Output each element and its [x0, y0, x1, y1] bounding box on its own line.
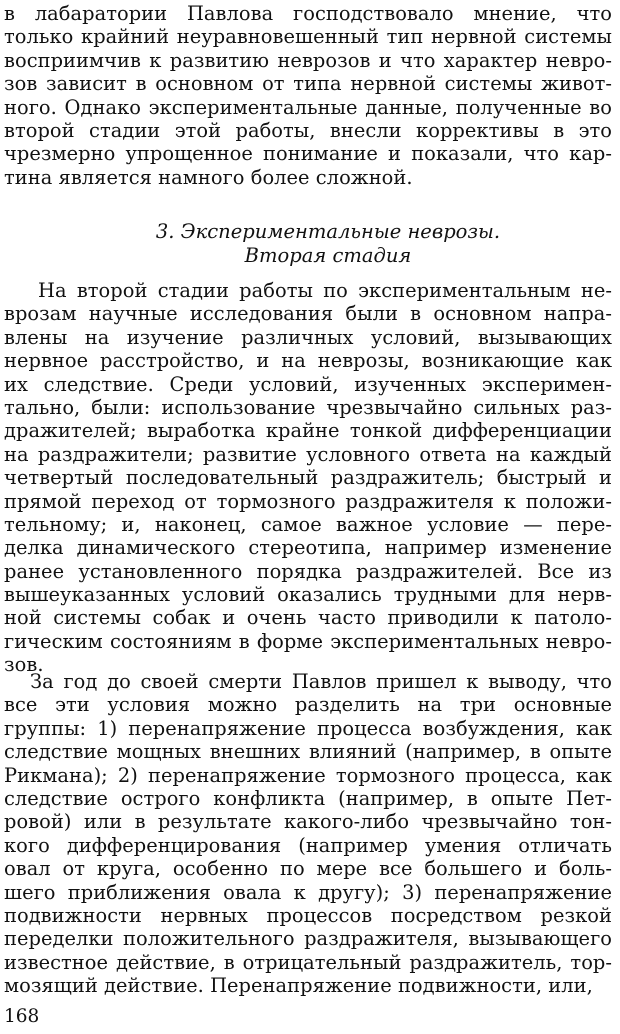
text-line: врозам научные исследования были в основном напра-	[4, 302, 612, 326]
text-line: тина является намного более сложной.	[4, 165, 413, 189]
text-line: следствие острого конфликта (например, в опыте Пет-	[4, 786, 612, 810]
text-line: в лабаратории Павлова господствовало мнение, что	[4, 2, 612, 25]
page-number: 168	[4, 1006, 40, 1027]
text-line: подвижности нервных процессов посредством резкой	[4, 903, 612, 927]
text-line: тельному; и, наконец, самое важное условие — пере-	[4, 512, 612, 536]
text-line: влены на изучение различных условий, вызывающих	[4, 325, 612, 349]
text-line: ранее установленного порядка раздражителей. Все из	[4, 559, 612, 583]
text-line: шего приближения овала к другу); 3) перенапряжение	[4, 880, 612, 904]
text-line: их следствие. Среди условий, изученных эксперимен-	[4, 372, 612, 396]
section-heading	[0, 220, 620, 267]
section-heading-title: 3. Экспериментальные неврозы.	[155, 220, 501, 243]
text-line: гическим состояниям в форме экспериментальных невро-	[4, 629, 612, 653]
text-line: зов.	[4, 653, 44, 677]
text-line: ной системы собак и очень часто приводили к патоло-	[4, 606, 612, 630]
text-line: на раздражители; развитие условного ответа на каждый	[4, 442, 612, 466]
text-line: дражителей; выработка крайне тонкой дифференциации	[4, 419, 612, 443]
text-line: Рикмана); 2) перенапряжение тормозного процесса, как	[4, 763, 612, 787]
text-line: овал от круга, особенно по мере все большего и боль-	[4, 857, 612, 881]
text-line: прямой переход от тормозного раздражителя к положи-	[4, 489, 612, 513]
text-line: кого дифференцирования (например умения отличать	[4, 833, 612, 857]
text-line: ровой) или в результате какого-либо чрезвычайно тон-	[4, 810, 612, 834]
section-heading-subtitle: Вторая стадия	[244, 243, 412, 267]
text-line: известное действие, в отрицательный раздражитель, тор-	[4, 950, 612, 974]
text-line: следствие мощных внешних влияний (например, в опыте	[4, 740, 612, 764]
text-line: мозящий действие. Перенапряжение подвижности, или,	[4, 974, 593, 998]
text-line: чрезмерно упрощенное понимание и показали, что кар-	[4, 142, 612, 166]
text-line: вышеуказанных условий оказались трудными для нерв-	[4, 583, 612, 607]
paragraph-pavlov-conclusion	[4, 670, 612, 997]
text-line: На второй стадии работы по экспериментальным не-	[38, 279, 612, 302]
paragraph-second-stage	[4, 279, 612, 677]
text-line: За год до своей смерти Павлов пришел к выводу, что	[30, 670, 612, 693]
text-line: только крайний неуравновешенный тип нервной системы	[4, 25, 612, 49]
text-line: переделки положительного раздражителя, вызывающего	[4, 927, 612, 951]
text-line: тально, были: использование чрезвычайно сильных раз-	[4, 395, 612, 419]
text-line: зов зависит в основном от типа нервной системы живот-	[4, 72, 612, 96]
text-line: все эти условия можно разделить на три основные	[4, 693, 612, 717]
text-line: нервное расстройство, и на неврозы, возникающие как	[4, 349, 612, 373]
paragraph-intro	[4, 2, 612, 189]
text-line: группы: 1) перенапряжение процесса возбуждения, как	[4, 716, 612, 740]
text-line: делка динамического стереотипа, например изменение	[4, 536, 612, 560]
text-line: ного. Однако экспериментальные данные, полученные во	[4, 95, 612, 119]
text-line: второй стадии этой работы, внесли коррективы в это	[4, 118, 612, 142]
text-line: четвертый последовательный раздражитель; быстрый и	[4, 466, 612, 490]
text-line: восприимчив к развитию неврозов и что характер невро-	[4, 48, 612, 72]
